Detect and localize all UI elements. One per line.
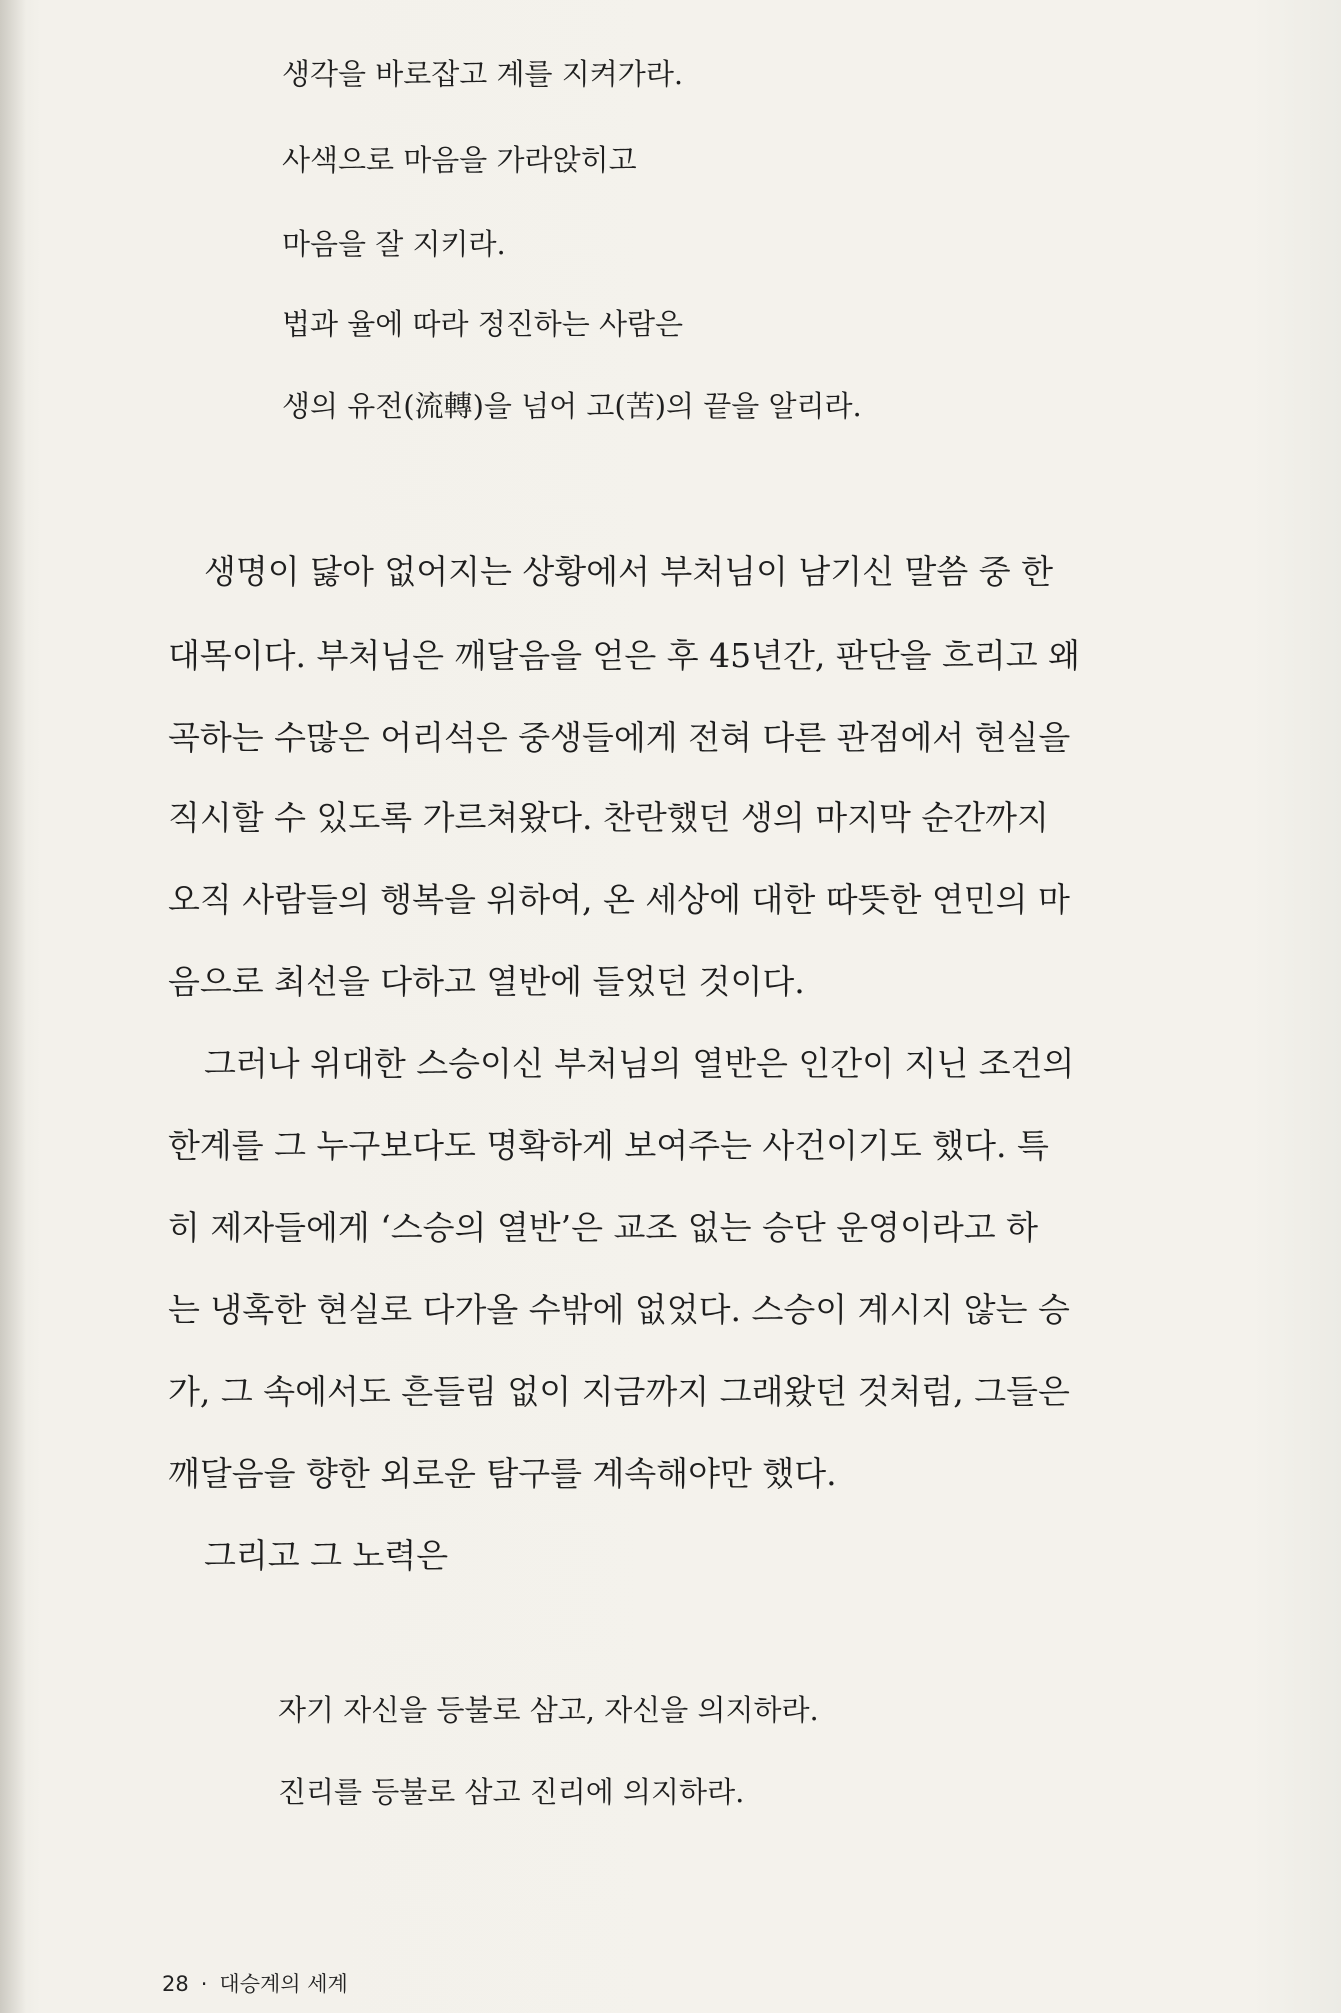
body-line: 직시할 수 있도록 가르쳐왔다. 찬란했던 생의 마지막 순간까지	[168, 798, 1049, 837]
page-footer	[162, 1968, 348, 1998]
body-line: 오직 사람들의 행복을 위하여, 온 세상에 대한 따뜻한 연민의 마	[168, 880, 1070, 919]
body-line: 생명이 닳아 없어지는 상황에서 부처님이 남기신 말씀 중 한	[204, 552, 1053, 591]
body-line: 그러나 위대한 스승이신 부처님의 열반은 인간이 지닌 조건의	[204, 1044, 1075, 1083]
body-line: 깨달음을 향한 외로운 탐구를 계속해야만 했다.	[168, 1454, 837, 1493]
page-gutter-shadow	[0, 0, 26, 2013]
page-number: 28	[162, 1972, 189, 1996]
verse-line: 마음을 잘 지키라.	[282, 227, 506, 261]
body-line: 히 제자들에게 ‘스승의 열반’은 교조 없는 승단 운영이라고 하	[168, 1208, 1038, 1247]
footer-separator: ·	[200, 1972, 208, 1996]
verse-line: 자기 자신을 등불로 삼고, 자신을 의지하라.	[278, 1693, 819, 1727]
body-line: 한계를 그 누구보다도 명확하게 보여주는 사건이기도 했다. 특	[168, 1126, 1049, 1165]
body-line: 음으로 최선을 다하고 열반에 들었던 것이다.	[168, 962, 805, 1001]
body-line: 가, 그 속에서도 흔들림 없이 지금까지 그래왔던 것처럼, 그들은	[168, 1372, 1070, 1411]
verse-line: 생각을 바로잡고 계를 지켜가라.	[282, 57, 684, 91]
body-line: 그리고 그 노력은	[204, 1536, 449, 1575]
book-title: 대승계의 세계	[219, 1972, 348, 1996]
verse-line: 생의 유전(流轉)을 넘어 고(苦)의 끝을 알리라.	[282, 389, 862, 423]
body-line: 는 냉혹한 현실로 다가올 수밖에 없었다. 스승이 계시지 않는 승	[168, 1290, 1070, 1329]
verse-line: 진리를 등불로 삼고 진리에 의지하라.	[278, 1775, 745, 1809]
body-line: 대목이다. 부처님은 깨달음을 얻은 후 45년간, 판단을 흐리고 왜	[168, 636, 1080, 675]
verse-line: 사색으로 마음을 가라앉히고	[282, 143, 637, 177]
verse-line: 법과 율에 따라 정진하는 사람은	[282, 307, 684, 341]
body-line: 곡하는 수많은 어리석은 중생들에게 전혀 다른 관점에서 현실을	[168, 718, 1071, 757]
